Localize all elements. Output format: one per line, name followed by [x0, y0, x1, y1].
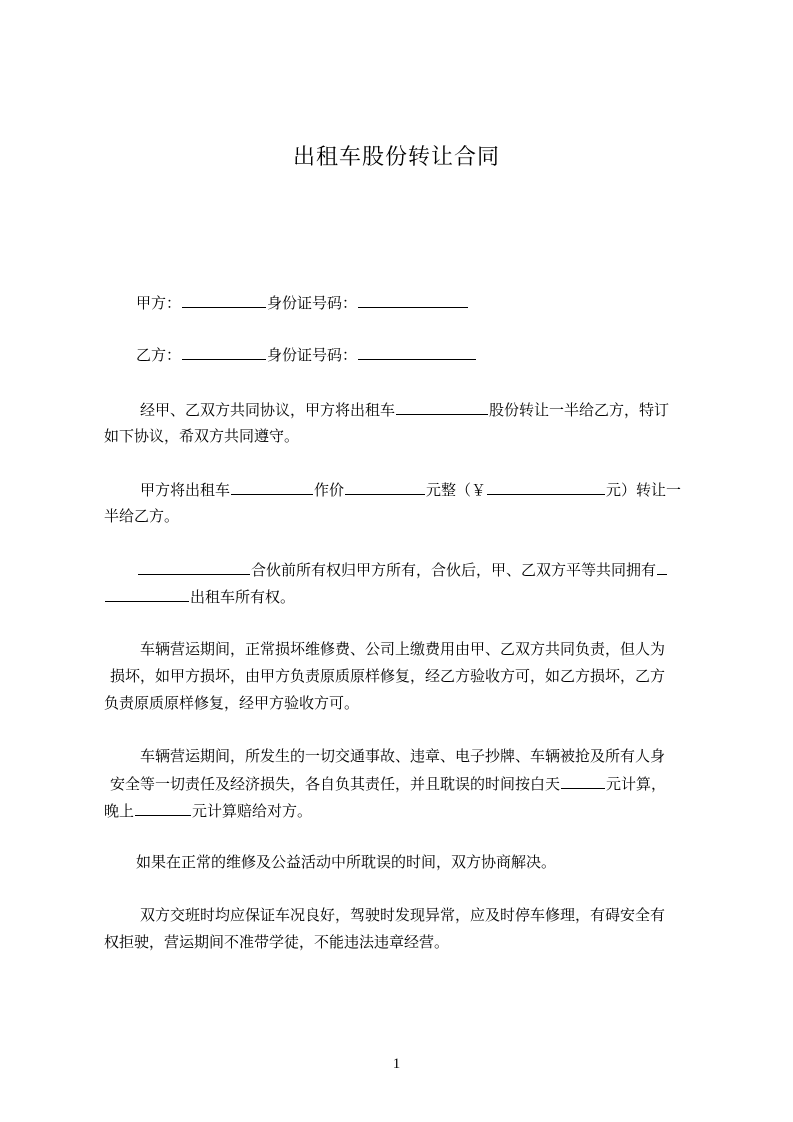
party-a-label: 甲方： — [136, 294, 182, 312]
clause-1-line-2: 如下协议，希双方共同遵守。 — [104, 427, 300, 445]
clause-5-text-3a: 晚上 — [104, 802, 135, 820]
clause-4-line-3: 负责原质原样修复，经甲方验收方可。 — [104, 694, 360, 712]
party-a-line — [104, 292, 704, 313]
clause-5-text-2b: 元计算， — [606, 775, 667, 793]
clause-4-line-1 — [104, 639, 704, 659]
party-b-id-blank — [358, 344, 476, 360]
clause-4-text-1: 车辆营运期间，正常损坏维修费、公司上缴费用由甲、乙双方共同负责，但人为 — [140, 640, 666, 658]
clause-4-text-2: 损坏，如甲方损坏，由甲方负责原质原样修复，经乙方验收方可，如乙方损坏，乙方 — [110, 667, 666, 685]
clause-2-line-2: 半给乙方。 — [104, 507, 180, 525]
clause-4-line-2 — [104, 666, 704, 686]
clause-2-text-d: 元）转让一 — [606, 481, 682, 499]
clause-2-text-c: 元整（￥ — [426, 481, 487, 499]
party-b-id-label: 身份证号码： — [267, 346, 358, 364]
clause-6-text: 如果在正常的维修及公益活动中所耽误的时间，双方协商解决。 — [136, 853, 557, 871]
clause-5-text-2a: 安全等一切责任及经济损失，各自负其责任，并且耽误的时间按白天 — [110, 775, 561, 793]
clause-3-line-2 — [104, 586, 704, 607]
clause-5-text-3b: 元计算赔给对方。 — [192, 802, 313, 820]
clause-1-text-b: 股份转让一半给乙方，特订 — [489, 401, 670, 419]
clause-5-line-2 — [104, 773, 704, 794]
party-a-name-blank — [182, 292, 266, 308]
clause-2-text-b: 作价 — [314, 481, 345, 499]
taxi-number-blank — [231, 479, 313, 495]
party-b-line — [104, 344, 704, 365]
clause-3-text-a: 合伙前所有权归甲方所有，合伙后，甲、乙双方平等共同拥有 — [251, 561, 657, 579]
party-a-id-label: 身份证号码： — [267, 294, 358, 312]
price-blank — [345, 479, 425, 495]
owned-item-blank-start — [657, 559, 667, 575]
clause-5-text-1: 车辆营运期间，所发生的一切交通事故、违章、电子抄牌、车辆被抢及所有人身 — [140, 747, 666, 765]
clause-1-line-1 — [104, 399, 704, 420]
document-title: 出租车股份转让合同 — [292, 145, 500, 170]
clause-3-line-1 — [104, 559, 704, 580]
clause-7-line-1 — [104, 905, 704, 925]
clause-6 — [104, 852, 704, 872]
page-number: 1 — [392, 1056, 401, 1072]
clause-2-line-1 — [104, 479, 704, 500]
price-amount-blank — [487, 479, 605, 495]
clause-5-line-3 — [104, 800, 704, 821]
clause-5-line-1 — [104, 746, 704, 766]
clause-3-text-b: 出租车所有权。 — [190, 588, 296, 606]
date-blank — [138, 559, 250, 575]
clause-2-text-a: 甲方将出租车 — [140, 481, 231, 499]
party-a-id-blank — [358, 292, 468, 308]
owned-item-blank-end — [105, 586, 189, 602]
party-b-label: 乙方： — [136, 346, 182, 364]
party-b-name-blank — [182, 344, 266, 360]
night-rate-blank — [135, 800, 191, 816]
clause-1-text-a: 经甲、乙双方共同协议，甲方将出租车 — [140, 401, 396, 419]
taxi-plate-blank — [396, 399, 488, 415]
day-rate-blank — [561, 773, 605, 789]
clause-7-line-2: 权拒驶，营运期间不准带学徒，不能违法违章经营。 — [104, 933, 450, 951]
clause-7-text-1: 双方交班时均应保证车况良好，驾驶时发现异常，应及时停车修理，有碍安全有 — [140, 906, 666, 924]
